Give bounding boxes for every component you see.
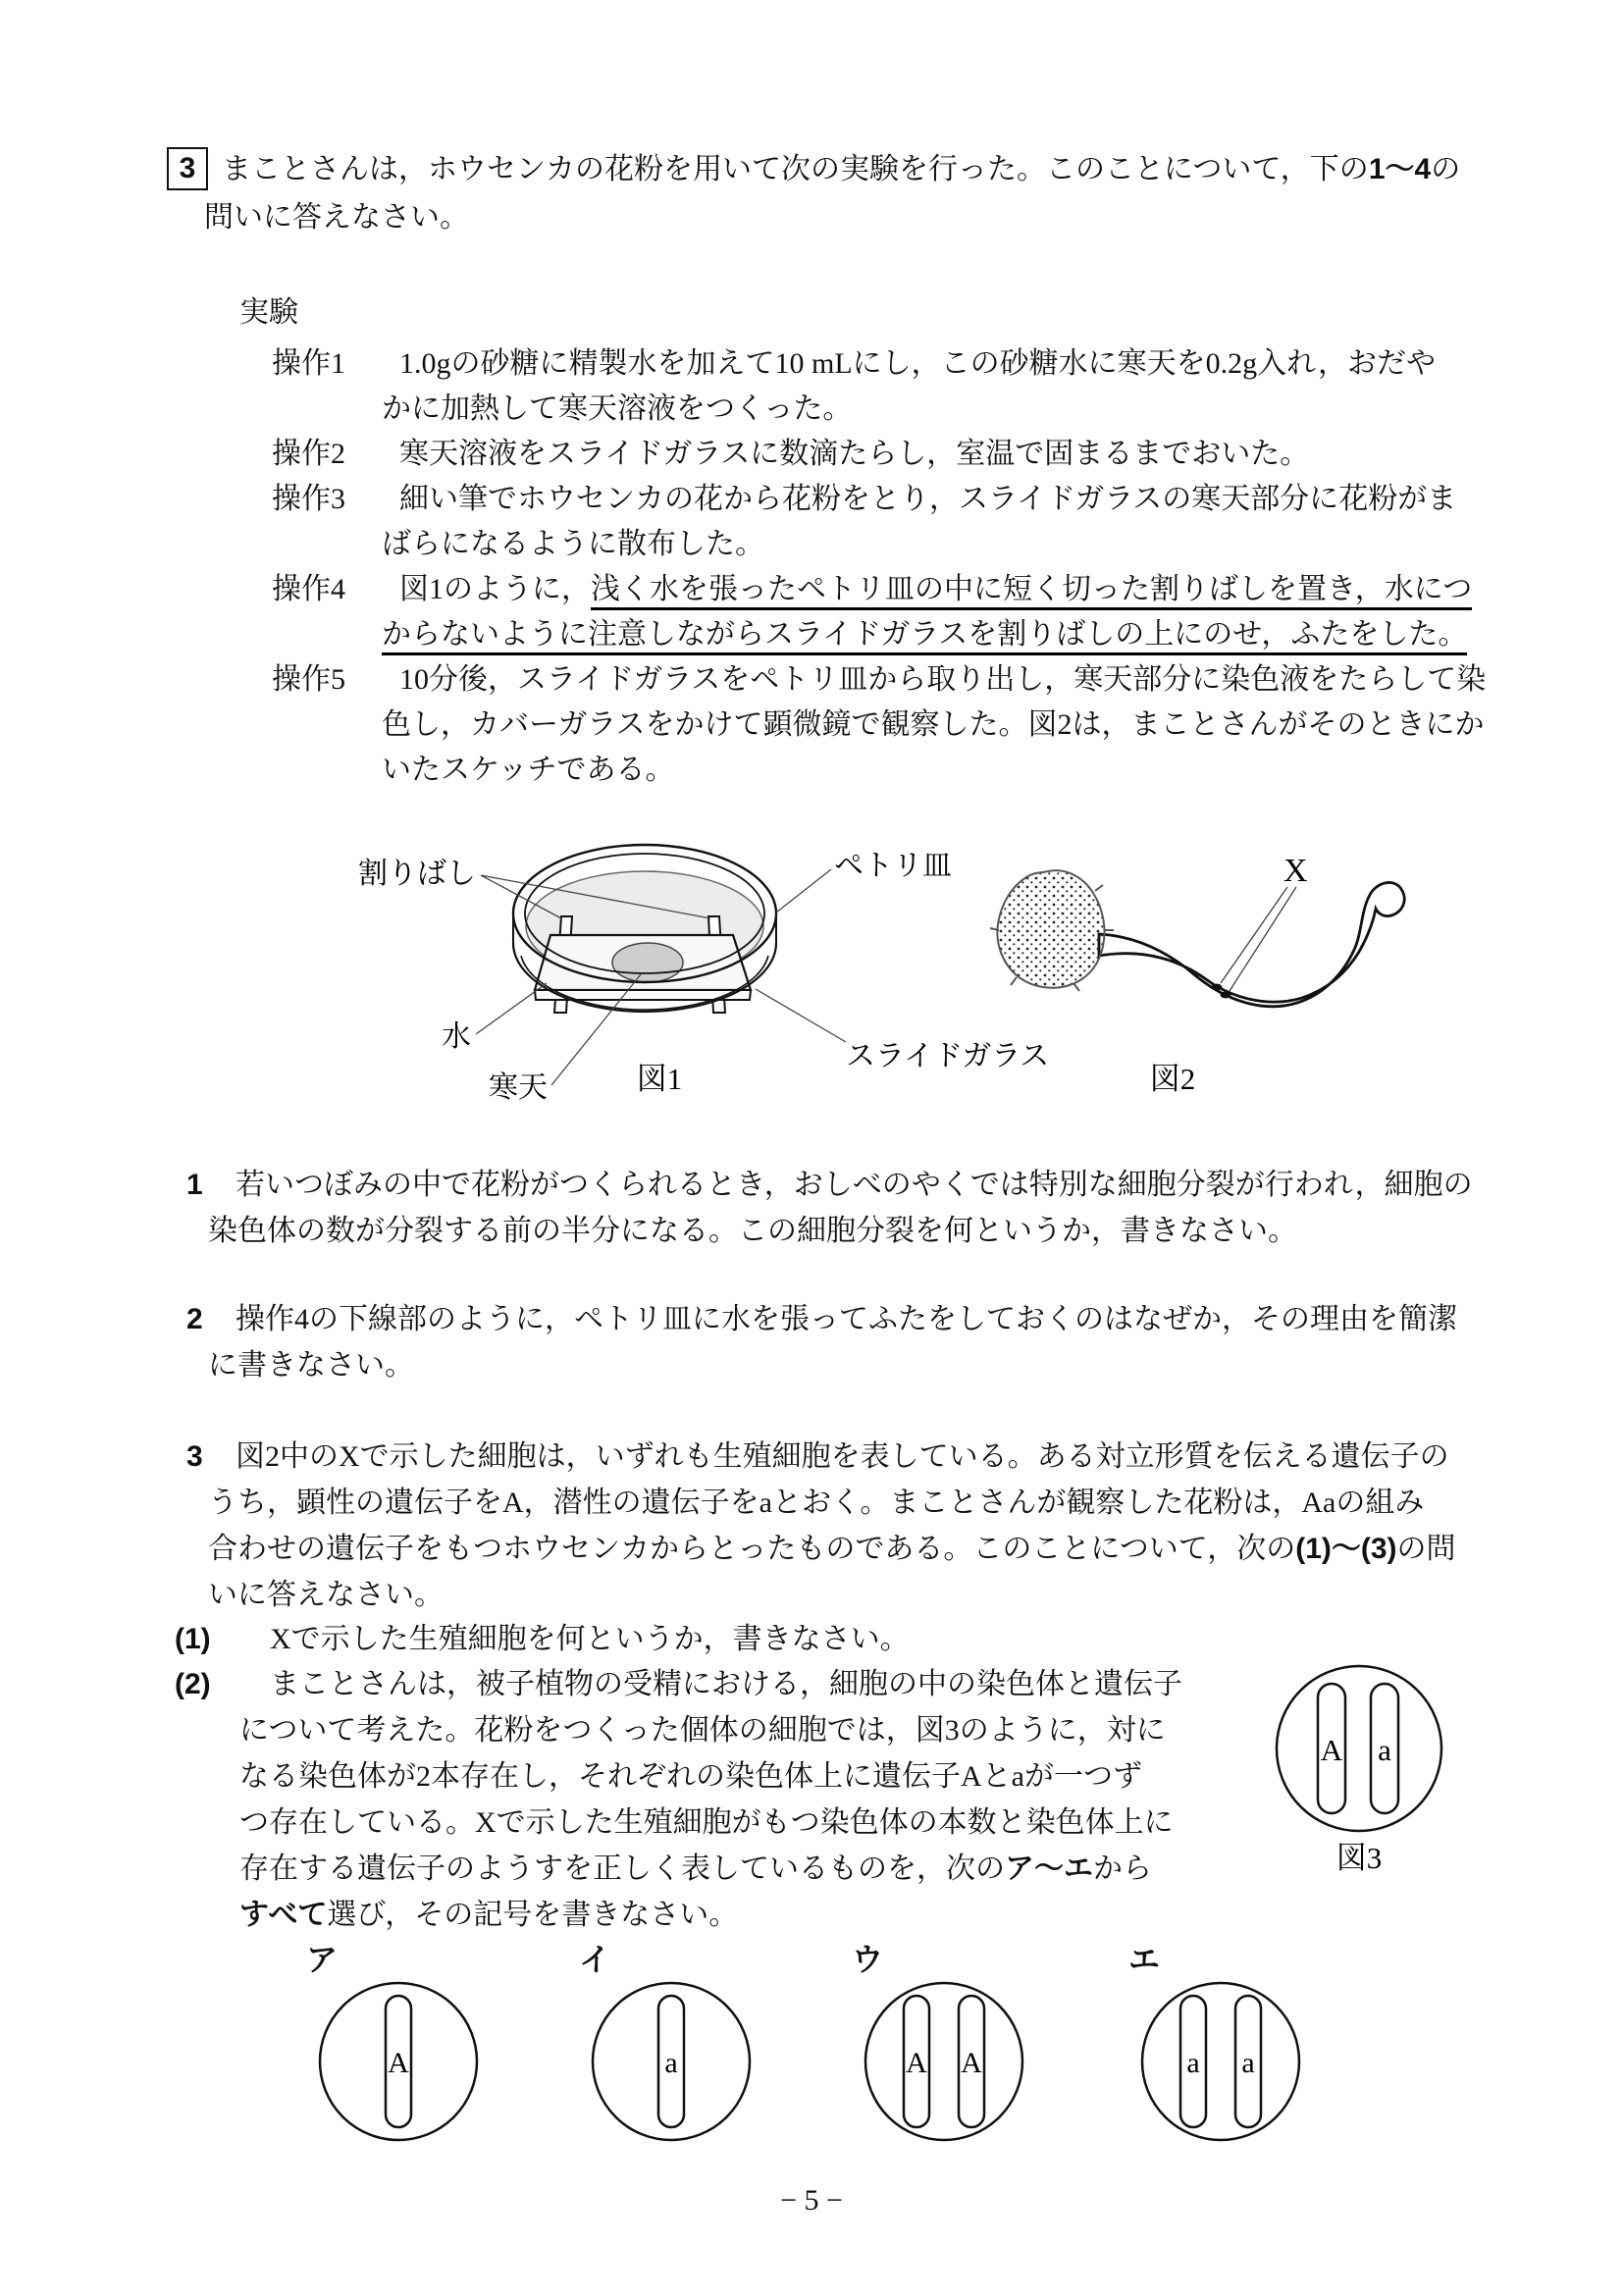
gene-label-a: a [1378,1733,1391,1767]
question3-line3-range: (1)～(3) [1295,1533,1397,1565]
option-e-label: エ [1128,1942,1161,1977]
op5-line1: 10分後，スライドガラスをペトリ皿から取り出し，寒天部分に染色液をたらして染 [399,663,1487,696]
label-chopsticks: 割りばし [358,858,476,890]
op4-line1 [382,567,1472,612]
op1-line1: 1.0gの砂糖に精製水を加えて10 mLにし，この砂糖水に寒天を0.2g入れ，おだや [399,347,1436,380]
sub-question1 [175,1617,910,1662]
option-i [579,1943,754,2150]
gene-label-A: A [1320,1733,1343,1767]
option-a-cell [316,1978,481,2145]
figure2-pollen-sketch [971,840,1423,1107]
cell-dot-2 [1221,992,1231,999]
experiment-operations [272,341,1518,793]
leader-water [476,983,547,1034]
label-x: X [1283,853,1308,889]
leader-x-1 [1221,887,1287,983]
header-text-post: の [1431,153,1461,185]
question1-line2: 染色体の数が分裂する前の半分になる。この細胞分裂を何というか，書きなさい。 [208,1215,1297,1247]
sub-question2-line5 [239,1847,1152,1892]
option-u-label: ウ [852,1942,884,1977]
sub-question1-text: Xで示した生殖細胞を何というか，書きなさい。 [270,1623,910,1655]
op5-label: 操作5 [272,663,345,696]
leader-slide [756,989,846,1042]
op3-label: 操作3 [272,483,345,515]
sub-question2-line5-post: から [1093,1852,1152,1885]
pollen-grain [997,870,1104,988]
op4-line2 [382,612,1472,657]
op4-underlined-text-2: からないように注意しながらスライドガラスを割りばしの上にのせ，ふたをした。 [382,618,1467,655]
experiment-title: 実験 [239,296,298,329]
question3-header-line2: 問いに答えなさい。 [204,201,469,234]
option-e [1128,1943,1303,2150]
leader-petri [776,869,831,913]
op-row-3 [272,477,1518,567]
question1-text: 若いつぼみの中で花粉がつくられるとき，おしべのやくでは特別な細胞分裂が行われ，細胞の [236,1169,1473,1201]
gene-label-left: A [906,2047,927,2079]
figure3-caption: 図3 [1335,1841,1383,1875]
agar-drop [612,943,683,982]
gene-label-left: a [1186,2047,1200,2079]
question1-number: 1 [186,1169,203,1201]
figure1-caption: 図1 [636,1062,683,1096]
pollen-tube [1099,882,1404,1006]
option-i-cell [589,1978,754,2145]
header-text: まことさんは，ホウセンカの花粉を用いて次の実験を行った。このことについて，下の [222,153,1369,185]
sub-question2-line5-range: ア～エ [1005,1852,1093,1885]
question3-line4: いに答えなさい。 [208,1579,444,1611]
op4-underlined-text-1: 浅く水を張ったペトリ皿の中に短く切った割りばしを置き，水につ [591,573,1472,610]
label-agar: 寒天 [489,1071,548,1104]
question3-line3-post: の問 [1396,1533,1456,1565]
question2-number: 2 [186,1303,203,1335]
option-e-cell [1138,1978,1303,2145]
option-u [852,1943,1026,2150]
option-a-label: ア [306,1942,339,1977]
gene-label: a [664,2047,678,2079]
op2-line1: 寒天溶液をスライドガラスに数滴たらし，室温で固まるまでおいた。 [399,438,1310,470]
figure2-caption: 図2 [1149,1062,1196,1096]
question3-line3 [208,1527,1456,1572]
sub-question2-line6-post: 選び，その記号を書きなさい。 [327,1899,739,1931]
question1-line1 [186,1163,1473,1208]
option-i-label: イ [579,1942,611,1977]
question2-line2: に書きなさい。 [208,1349,414,1382]
sub-question2-line2: について考えた。花粉をつくった個体の細胞では，図3のように，対に [239,1714,1166,1747]
question3-text: 図2中のXで示した細胞は，いずれも生殖細胞を表している。ある対立形質を伝える遺伝子の [236,1440,1449,1473]
label-slide: スライドガラス [846,1040,1050,1072]
gene-label-right: A [961,2047,982,2079]
question3-header-line1 [167,147,1460,192]
op4-plain-text: 図1のように， [399,573,591,605]
leader-x-2 [1230,887,1296,991]
op3-line1: 細い筆でホウセンカの花から花粉をとり，スライドガラスの寒天部分に花粉がま [399,483,1457,515]
question2-line1 [186,1297,1457,1342]
header-range: 1～4 [1368,153,1432,185]
sub-question2-line1 [175,1662,1182,1707]
sub-question2-line6-bold: すべて [239,1899,328,1931]
op-row-4 [272,567,1518,657]
op1-label: 操作1 [272,347,345,380]
gene-label: A [388,2047,409,2079]
sub-question2-line6 [239,1893,738,1938]
sub-question2-line3: なる染色体が2本存在し，それぞれの染色体上に遺伝子Aとaが一つず [239,1760,1142,1793]
cell-dot-1 [1212,984,1223,991]
op4-label: 操作4 [272,573,345,605]
figure3-parent-cell [1268,1660,1454,1876]
question3-line1 [186,1435,1449,1480]
op-row-2 [272,432,1518,477]
figure1-petri-dish-diagram [343,840,1070,1107]
cell-circle [1277,1666,1441,1831]
question3-number: 3 [186,1440,203,1473]
sub-question1-number: (1) [175,1623,211,1655]
option-u-cell [862,1978,1026,2145]
question-number-box: 3 [167,147,208,190]
op2-label: 操作2 [272,438,345,470]
question3-line2: うち，顕性の遺伝子をA，潜性の遺伝子をaとおく。まことさんが観察した花粉は，Aaの組み [208,1487,1425,1519]
op3-line2: ばらになるように散布した。 [382,528,764,560]
op1-line2: かに加熱して寒天溶液をつくった。 [382,392,853,425]
option-a [306,1943,481,2150]
op-row-1 [272,341,1518,432]
sub-question2-text1: まことさんは，被子植物の受精における，細胞の中の染色体と遺伝子 [270,1668,1182,1700]
sub-question2-number: (2) [175,1668,211,1700]
sub-question2-line4: つ存在している。Xで示した生殖細胞がもつ染色体の本数と染色体上に [239,1806,1174,1839]
sub-question2-line5-pre: 存在する遺伝子のようすを正しく表しているものを，次の [239,1852,1005,1885]
question2-text: 操作4の下線部のように，ペトリ皿に水を張ってふたをしておくのはなぜか，その理由を簡潔 [236,1303,1457,1335]
label-petri: ペトリ皿 [834,850,952,882]
page-number: − 5 − [780,2184,843,2217]
op5-line3: いたスケッチである。 [382,754,675,786]
op-row-5 [272,657,1518,793]
label-water: 水 [442,1020,471,1053]
op5-line2: 色し，カバーガラスをかけて顕微鏡で観察した。図2は，まことさんがそのときにか [382,708,1485,741]
gene-label-right: a [1241,2047,1255,2079]
question3-line3-pre: 合わせの遺伝子をもつホウセンカからとったものである。このことについて，次の [208,1533,1296,1565]
